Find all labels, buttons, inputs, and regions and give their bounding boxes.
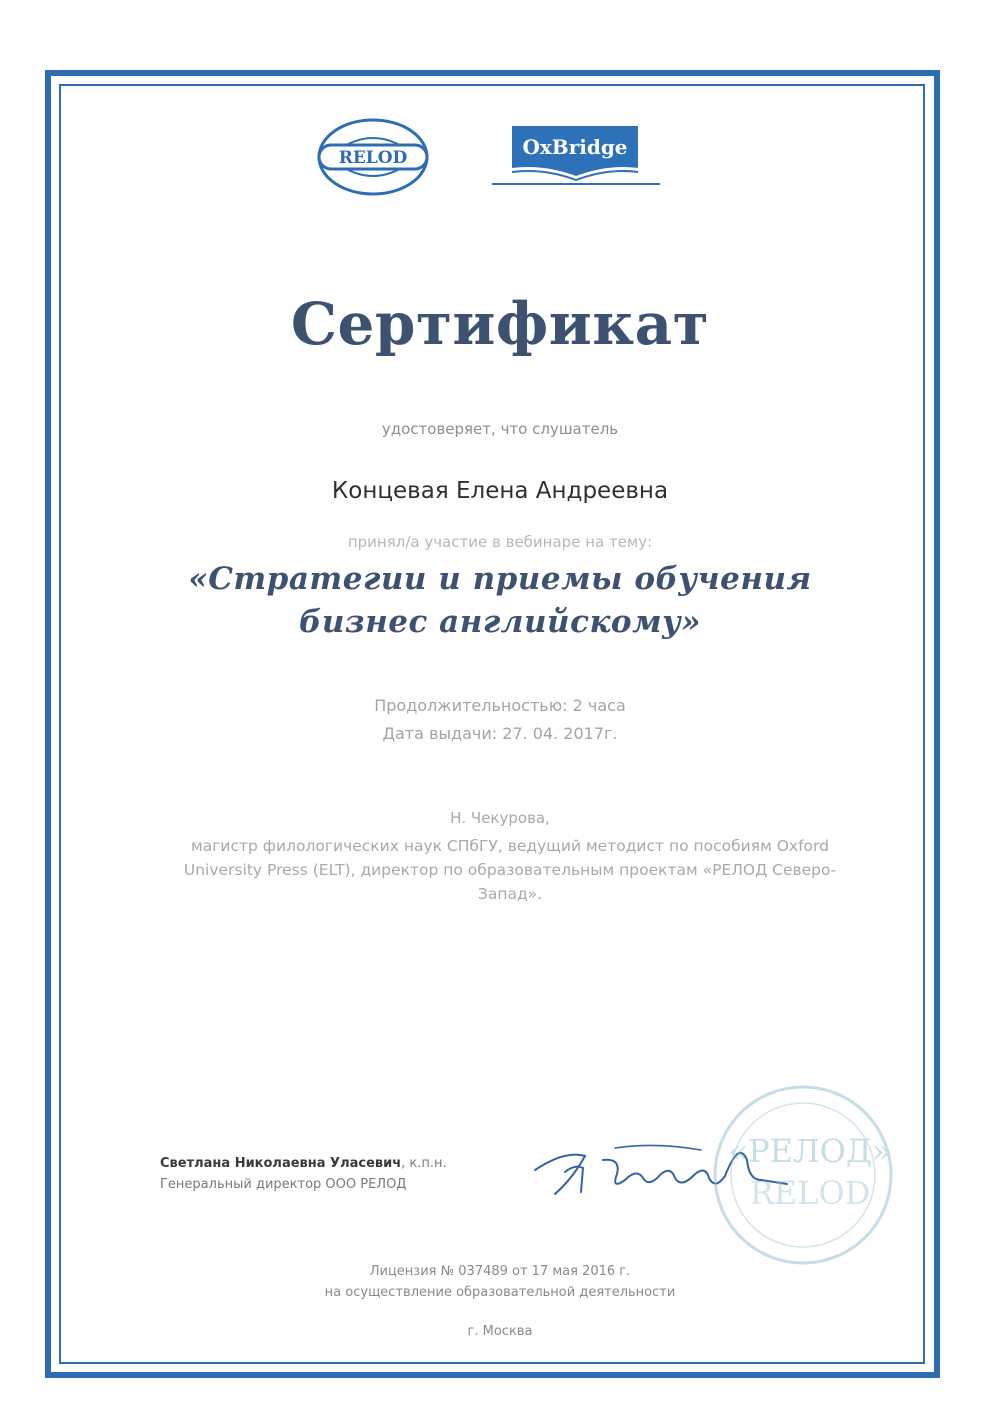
relod-stamp bbox=[698, 1080, 908, 1270]
speaker-bio: магистр филологических наук СПбГУ, ведущий методист по пособиям Oxford University Press (ELT), директор по образовательным проектам «РЕЛОД Северо-Запад». bbox=[183, 837, 837, 903]
webinar-topic-line-1: «Стратегии и приемы обучения bbox=[188, 561, 812, 597]
webinar-topic-line-2: бизнес английскому» bbox=[298, 604, 701, 640]
relod-logo-text: RELOD bbox=[338, 148, 408, 168]
certifies-text: удостоверяет, что слушатель bbox=[381, 420, 619, 438]
webinar-topic bbox=[0, 558, 1000, 644]
relod-logo bbox=[315, 117, 431, 197]
participation-text: принял/а участие в вебинаре на тему: bbox=[347, 533, 653, 551]
signer-line bbox=[160, 1156, 447, 1171]
oxbridge-logo bbox=[490, 122, 662, 190]
issue-date-text: Дата выдачи: 27. 04. 2017г. bbox=[382, 724, 618, 743]
signer-name: Светлана Николаевна Уласевич bbox=[160, 1156, 402, 1171]
stamp-text-bottom: RELOD bbox=[749, 1174, 871, 1212]
license-text: Лицензия № 037489 от 17 мая 2016 г. bbox=[369, 1264, 631, 1279]
stamp-text-top: «РЕЛОД» bbox=[728, 1132, 892, 1170]
duration-text: Продолжительностью: 2 часа bbox=[374, 696, 626, 715]
license-purpose-text: на осуществление образовательной деятельности bbox=[324, 1285, 676, 1300]
speaker-name: Н. Чекурова, bbox=[450, 809, 550, 827]
participant-name: Концевая Елена Андреевна bbox=[331, 478, 669, 504]
signer-position: Генеральный директор ООО РЕЛОД bbox=[160, 1177, 407, 1192]
oxbridge-logo-text: OxBridge bbox=[522, 135, 628, 159]
signer-degree: , к.п.н. bbox=[401, 1156, 447, 1171]
city-text: г. Москва bbox=[467, 1324, 533, 1339]
certificate-title: Сертификат bbox=[290, 290, 710, 358]
